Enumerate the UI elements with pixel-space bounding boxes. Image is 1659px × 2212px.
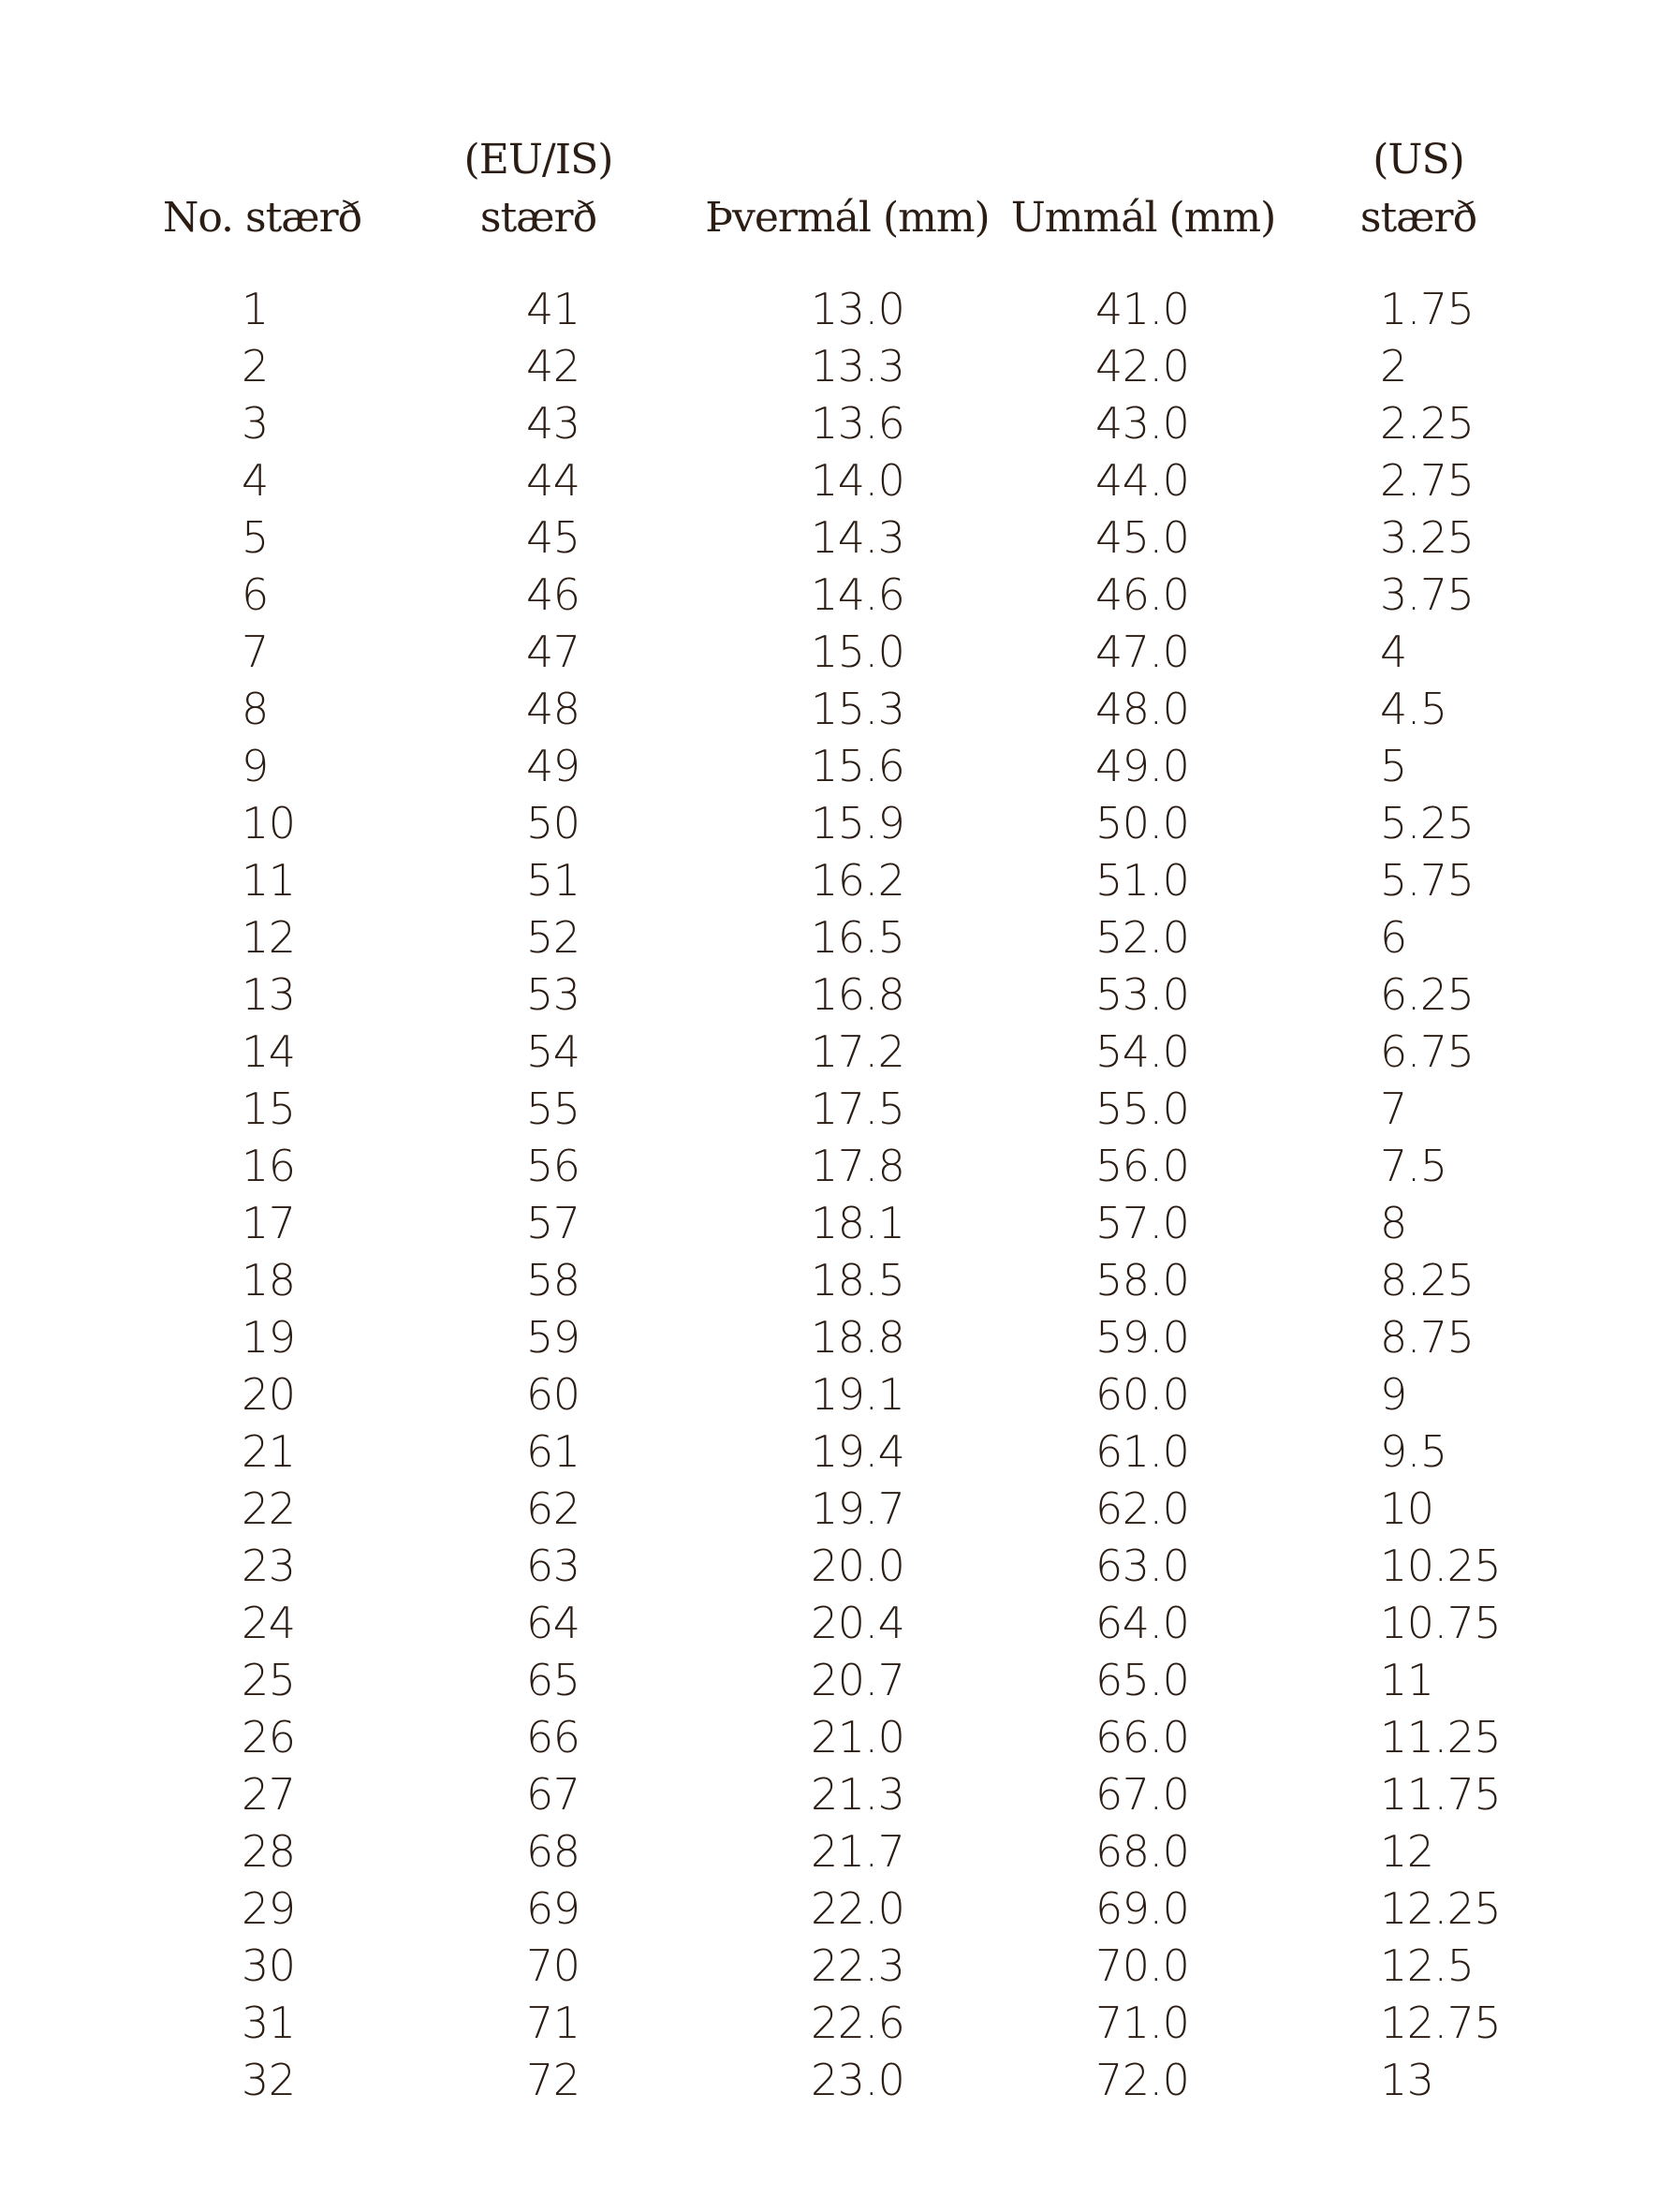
- cell-eu-size: 47: [526, 627, 580, 677]
- cell-diameter: 17.8: [811, 1141, 905, 1191]
- cell-eu-size: 69: [526, 1883, 580, 1934]
- cell-eu-size: 55: [526, 1084, 580, 1134]
- table-row: [0, 1481, 1659, 1538]
- table-row: [0, 1595, 1659, 1652]
- cell-eu-size: 49: [526, 741, 580, 791]
- table-row: [0, 1709, 1659, 1766]
- cell-no-size: 2: [242, 341, 269, 391]
- cell-us-size: 7.5: [1380, 1141, 1447, 1191]
- cell-no-size: 22: [242, 1483, 296, 1534]
- table-row: [0, 395, 1659, 452]
- cell-circumference: 59.0: [1095, 1312, 1190, 1363]
- header-us-size-line2: stærð: [1359, 194, 1477, 242]
- cell-diameter: 22.0: [811, 1883, 905, 1934]
- table-row: [0, 1081, 1659, 1138]
- table-header: [0, 131, 1659, 253]
- cell-eu-size: 61: [526, 1426, 580, 1477]
- cell-no-size: 29: [242, 1883, 296, 1934]
- cell-no-size: 7: [242, 627, 269, 677]
- cell-us-size: 2: [1380, 341, 1407, 391]
- cell-diameter: 14.6: [811, 569, 905, 620]
- size-table-body: [0, 281, 1659, 2109]
- table-row: [0, 1252, 1659, 1309]
- cell-us-size: 11.25: [1380, 1712, 1502, 1762]
- cell-diameter: 13.0: [811, 284, 905, 334]
- cell-diameter: 17.5: [811, 1084, 905, 1134]
- cell-circumference: 67.0: [1095, 1769, 1190, 1820]
- table-row: [0, 1938, 1659, 1995]
- cell-us-size: 11.75: [1380, 1769, 1502, 1820]
- cell-us-size: 10.25: [1380, 1541, 1502, 1591]
- cell-diameter: 13.6: [811, 398, 905, 449]
- cell-us-size: 5.25: [1380, 798, 1475, 848]
- cell-no-size: 17: [242, 1198, 296, 1248]
- cell-eu-size: 56: [526, 1141, 580, 1191]
- cell-eu-size: 45: [526, 512, 580, 563]
- cell-us-size: 2.75: [1380, 455, 1475, 506]
- cell-no-size: 8: [242, 684, 269, 734]
- cell-no-size: 16: [242, 1141, 296, 1191]
- cell-us-size: 4: [1380, 627, 1407, 677]
- table-row: [0, 1652, 1659, 1709]
- cell-circumference: 69.0: [1095, 1883, 1190, 1934]
- cell-eu-size: 48: [526, 684, 580, 734]
- cell-circumference: 41.0: [1095, 284, 1190, 334]
- table-row: [0, 338, 1659, 395]
- cell-circumference: 64.0: [1095, 1598, 1190, 1648]
- cell-circumference: 56.0: [1095, 1141, 1190, 1191]
- table-row: [0, 909, 1659, 966]
- cell-no-size: 31: [242, 1998, 296, 2048]
- cell-us-size: 5: [1380, 741, 1407, 791]
- cell-diameter: 16.2: [811, 855, 905, 906]
- table-row: [0, 1880, 1659, 1938]
- cell-circumference: 66.0: [1095, 1712, 1190, 1762]
- cell-no-size: 3: [242, 398, 269, 449]
- table-row: [0, 1366, 1659, 1423]
- cell-eu-size: 62: [526, 1483, 580, 1534]
- cell-diameter: 19.4: [811, 1426, 905, 1477]
- table-row: [0, 452, 1659, 509]
- cell-eu-size: 63: [526, 1541, 580, 1591]
- cell-us-size: 11: [1380, 1655, 1434, 1705]
- cell-us-size: 12.25: [1380, 1883, 1502, 1934]
- cell-no-size: 28: [242, 1826, 296, 1877]
- cell-us-size: 8.75: [1380, 1312, 1475, 1363]
- table-row: [0, 1823, 1659, 1880]
- cell-no-size: 32: [242, 2055, 296, 2105]
- cell-diameter: 18.8: [811, 1312, 905, 1363]
- cell-circumference: 63.0: [1095, 1541, 1190, 1591]
- cell-eu-size: 58: [526, 1255, 580, 1305]
- cell-us-size: 6.25: [1380, 969, 1475, 1020]
- cell-diameter: 15.0: [811, 627, 905, 677]
- cell-diameter: 19.1: [811, 1369, 905, 1420]
- header-us-size: [1320, 131, 1517, 247]
- cell-diameter: 16.5: [811, 912, 905, 963]
- cell-circumference: 47.0: [1095, 627, 1190, 677]
- cell-diameter: 15.6: [811, 741, 905, 791]
- cell-no-size: 30: [242, 1940, 296, 1991]
- cell-no-size: 1: [242, 284, 269, 334]
- cell-eu-size: 42: [526, 341, 580, 391]
- cell-circumference: 62.0: [1095, 1483, 1190, 1534]
- cell-circumference: 44.0: [1095, 455, 1190, 506]
- cell-no-size: 23: [242, 1541, 296, 1591]
- cell-us-size: 3.25: [1380, 512, 1475, 563]
- cell-no-size: 13: [242, 969, 296, 1020]
- table-row: [0, 281, 1659, 338]
- cell-eu-size: 54: [526, 1026, 580, 1077]
- cell-circumference: 43.0: [1095, 398, 1190, 449]
- cell-eu-size: 60: [526, 1369, 580, 1420]
- table-row: [0, 966, 1659, 1024]
- cell-circumference: 54.0: [1095, 1026, 1190, 1077]
- cell-circumference: 57.0: [1095, 1198, 1190, 1248]
- table-row: [0, 567, 1659, 624]
- table-row: [0, 1995, 1659, 2052]
- cell-eu-size: 53: [526, 969, 580, 1020]
- cell-diameter: 22.6: [811, 1998, 905, 2048]
- cell-us-size: 7: [1380, 1084, 1407, 1134]
- cell-diameter: 21.0: [811, 1712, 905, 1762]
- cell-us-size: 8.25: [1380, 1255, 1475, 1305]
- header-us-size-line1: (US): [1373, 136, 1464, 184]
- cell-us-size: 6.75: [1380, 1026, 1475, 1077]
- header-diameter-label: Þvermál (mm): [705, 194, 990, 242]
- table-row: [0, 1195, 1659, 1252]
- table-row: [0, 1024, 1659, 1081]
- table-row: [0, 1138, 1659, 1195]
- cell-no-size: 19: [242, 1312, 296, 1363]
- cell-eu-size: 57: [526, 1198, 580, 1248]
- cell-us-size: 6: [1380, 912, 1407, 963]
- table-row: [0, 852, 1659, 909]
- cell-circumference: 53.0: [1095, 969, 1190, 1020]
- cell-eu-size: 41: [526, 284, 580, 334]
- cell-eu-size: 43: [526, 398, 580, 449]
- table-row: [0, 795, 1659, 852]
- cell-no-size: 15: [242, 1084, 296, 1134]
- cell-diameter: 22.3: [811, 1940, 905, 1991]
- cell-diameter: 19.7: [811, 1483, 905, 1534]
- cell-diameter: 14.3: [811, 512, 905, 563]
- cell-no-size: 6: [242, 569, 269, 620]
- cell-circumference: 61.0: [1095, 1426, 1190, 1477]
- cell-no-size: 20: [242, 1369, 296, 1420]
- cell-no-size: 5: [242, 512, 269, 563]
- cell-circumference: 49.0: [1095, 741, 1190, 791]
- header-diameter: [697, 189, 998, 247]
- cell-circumference: 42.0: [1095, 341, 1190, 391]
- cell-circumference: 60.0: [1095, 1369, 1190, 1420]
- cell-eu-size: 59: [526, 1312, 580, 1363]
- table-row: [0, 681, 1659, 738]
- cell-us-size: 9.5: [1380, 1426, 1447, 1477]
- cell-circumference: 71.0: [1095, 1998, 1190, 2048]
- cell-circumference: 50.0: [1095, 798, 1190, 848]
- table-row: [0, 2052, 1659, 2109]
- table-row: [0, 1538, 1659, 1595]
- header-no-size-label: No. stærð: [162, 194, 362, 242]
- cell-diameter: 17.2: [811, 1026, 905, 1077]
- cell-circumference: 58.0: [1095, 1255, 1190, 1305]
- table-row: [0, 1766, 1659, 1823]
- table-row: [0, 624, 1659, 681]
- cell-no-size: 24: [242, 1598, 296, 1648]
- cell-diameter: 21.3: [811, 1769, 905, 1820]
- cell-diameter: 18.5: [811, 1255, 905, 1305]
- cell-diameter: 21.7: [811, 1826, 905, 1877]
- cell-eu-size: 71: [526, 1998, 580, 2048]
- cell-us-size: 12.75: [1380, 1998, 1502, 2048]
- cell-us-size: 2.25: [1380, 398, 1475, 449]
- cell-no-size: 25: [242, 1655, 296, 1705]
- header-eu-size-line1: (EU/IS): [463, 136, 613, 184]
- cell-us-size: 10.75: [1380, 1598, 1502, 1648]
- header-no-size: [150, 189, 374, 247]
- cell-eu-size: 70: [526, 1940, 580, 1991]
- cell-circumference: 46.0: [1095, 569, 1190, 620]
- cell-diameter: 23.0: [811, 2055, 905, 2105]
- cell-eu-size: 51: [526, 855, 580, 906]
- cell-circumference: 72.0: [1095, 2055, 1190, 2105]
- cell-eu-size: 52: [526, 912, 580, 963]
- cell-us-size: 12: [1380, 1826, 1434, 1877]
- cell-diameter: 14.0: [811, 455, 905, 506]
- cell-us-size: 9: [1380, 1369, 1407, 1420]
- cell-no-size: 18: [242, 1255, 296, 1305]
- cell-no-size: 14: [242, 1026, 296, 1077]
- table-row: [0, 1423, 1659, 1481]
- cell-diameter: 18.1: [811, 1198, 905, 1248]
- cell-diameter: 15.9: [811, 798, 905, 848]
- cell-us-size: 12.5: [1380, 1940, 1475, 1991]
- cell-circumference: 65.0: [1095, 1655, 1190, 1705]
- cell-us-size: 10: [1380, 1483, 1434, 1534]
- cell-diameter: 20.7: [811, 1655, 905, 1705]
- cell-us-size: 3.75: [1380, 569, 1475, 620]
- cell-eu-size: 44: [526, 455, 580, 506]
- cell-diameter: 20.4: [811, 1598, 905, 1648]
- cell-diameter: 13.3: [811, 341, 905, 391]
- header-eu-size: [440, 131, 637, 247]
- header-circumference: [998, 189, 1288, 247]
- cell-us-size: 1.75: [1380, 284, 1475, 334]
- cell-eu-size: 65: [526, 1655, 580, 1705]
- cell-us-size: 8: [1380, 1198, 1407, 1248]
- cell-eu-size: 64: [526, 1598, 580, 1648]
- cell-circumference: 45.0: [1095, 512, 1190, 563]
- cell-us-size: 4.5: [1380, 684, 1447, 734]
- cell-no-size: 10: [242, 798, 296, 848]
- cell-diameter: 15.3: [811, 684, 905, 734]
- cell-circumference: 51.0: [1095, 855, 1190, 906]
- cell-no-size: 12: [242, 912, 296, 963]
- cell-eu-size: 67: [526, 1769, 580, 1820]
- table-row: [0, 1309, 1659, 1366]
- cell-circumference: 70.0: [1095, 1940, 1190, 1991]
- header-eu-size-line2: stærð: [479, 194, 597, 242]
- cell-eu-size: 68: [526, 1826, 580, 1877]
- cell-no-size: 4: [242, 455, 269, 506]
- cell-no-size: 11: [242, 855, 296, 906]
- cell-no-size: 21: [242, 1426, 296, 1477]
- cell-diameter: 16.8: [811, 969, 905, 1020]
- header-circumference-label: Ummál (mm): [1010, 194, 1276, 242]
- cell-circumference: 55.0: [1095, 1084, 1190, 1134]
- cell-no-size: 9: [242, 741, 269, 791]
- cell-us-size: 5.75: [1380, 855, 1475, 906]
- cell-no-size: 26: [242, 1712, 296, 1762]
- table-row: [0, 738, 1659, 795]
- cell-no-size: 27: [242, 1769, 296, 1820]
- cell-circumference: 48.0: [1095, 684, 1190, 734]
- cell-circumference: 68.0: [1095, 1826, 1190, 1877]
- cell-eu-size: 72: [526, 2055, 580, 2105]
- table-row: [0, 509, 1659, 567]
- cell-eu-size: 46: [526, 569, 580, 620]
- cell-circumference: 52.0: [1095, 912, 1190, 963]
- cell-eu-size: 66: [526, 1712, 580, 1762]
- cell-eu-size: 50: [526, 798, 580, 848]
- cell-diameter: 20.0: [811, 1541, 905, 1591]
- cell-us-size: 13: [1380, 2055, 1434, 2105]
